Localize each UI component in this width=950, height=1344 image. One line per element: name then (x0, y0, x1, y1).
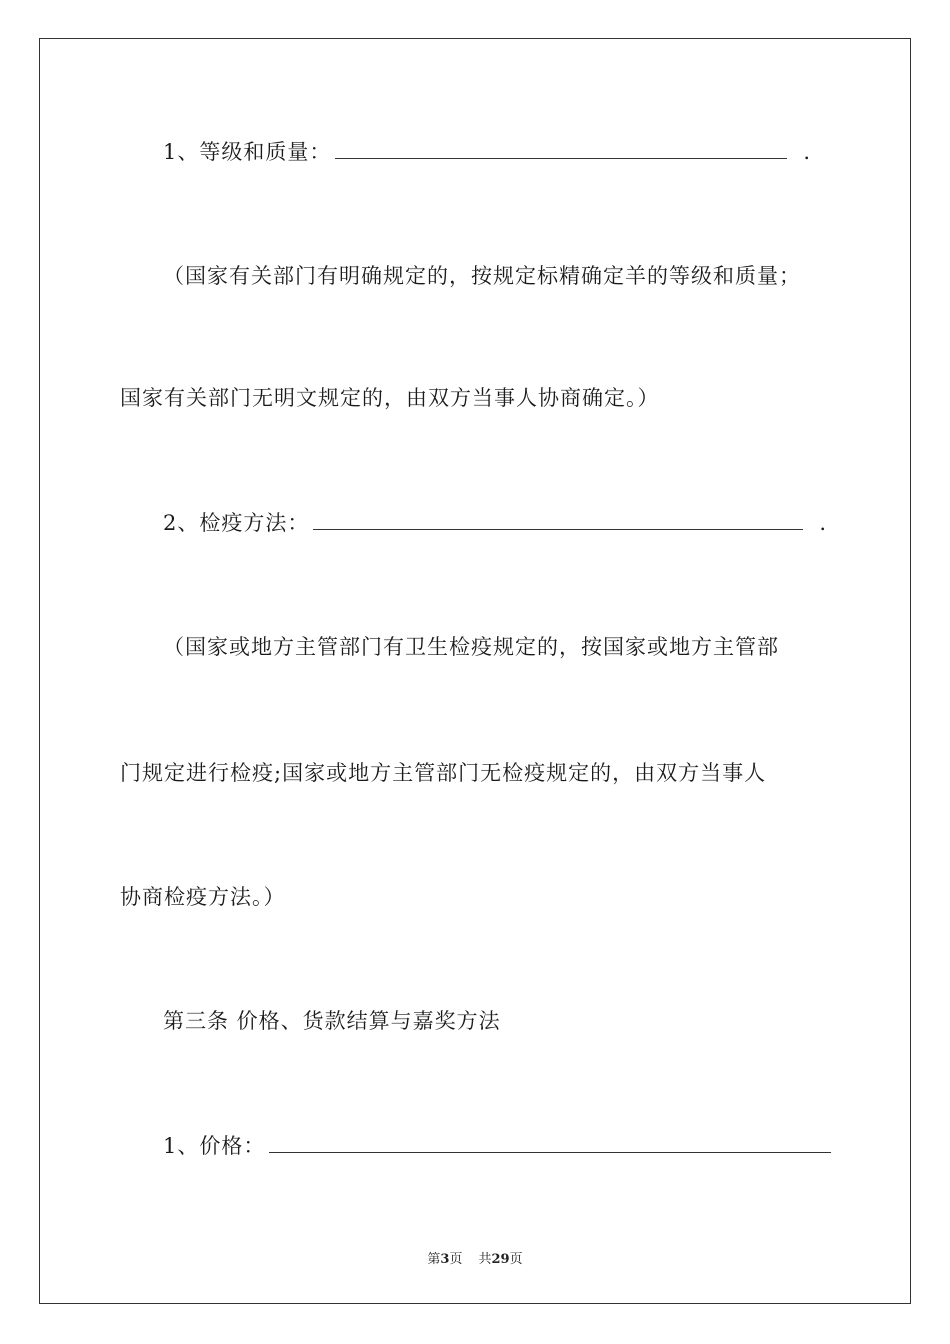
total-prefix: 共 (478, 1252, 492, 1267)
price-line (163, 1131, 835, 1161)
page-footer (0, 1248, 950, 1267)
quarantine-blank[interactable] (313, 511, 803, 530)
article-three-heading: 第三条 价格、货款结算与嘉奖方法 (163, 1009, 501, 1033)
total-unit: 页 (509, 1252, 523, 1267)
page-total: 29 (491, 1252, 510, 1267)
page-current: 3 (440, 1252, 450, 1267)
page-border (39, 38, 911, 1304)
grade-note-line-1: （国家有关部门有明确规定的，按规定标精确定羊的等级和质量； (163, 264, 801, 288)
quarantine-note-line-3: 协商检疫方法。） (120, 885, 286, 909)
grade-quality-end: . (803, 140, 812, 164)
quarantine-label: 2、检疫方法： (163, 511, 310, 535)
grade-note-line-2: 国家有关部门无明文规定的，由双方当事人协商确定。） (120, 386, 660, 410)
grade-quality-label: 1、等级和质量： (163, 140, 332, 164)
price-label: 1、价格： (163, 1134, 266, 1158)
quarantine-note-line-2: 门规定进行检疫;国家或地方主管部门无检疫规定的，由双方当事人 (120, 761, 767, 785)
page-unit: 页 (449, 1252, 463, 1267)
price-blank[interactable] (269, 1134, 831, 1153)
quarantine-line (163, 508, 827, 538)
grade-quality-line (163, 137, 811, 167)
quarantine-note-line-1: （国家或地方主管部门有卫生检疫规定的，按国家或地方主管部 (163, 635, 779, 659)
page-prefix: 第 (427, 1252, 441, 1267)
grade-quality-blank[interactable] (335, 140, 787, 159)
quarantine-end: . (819, 511, 828, 535)
